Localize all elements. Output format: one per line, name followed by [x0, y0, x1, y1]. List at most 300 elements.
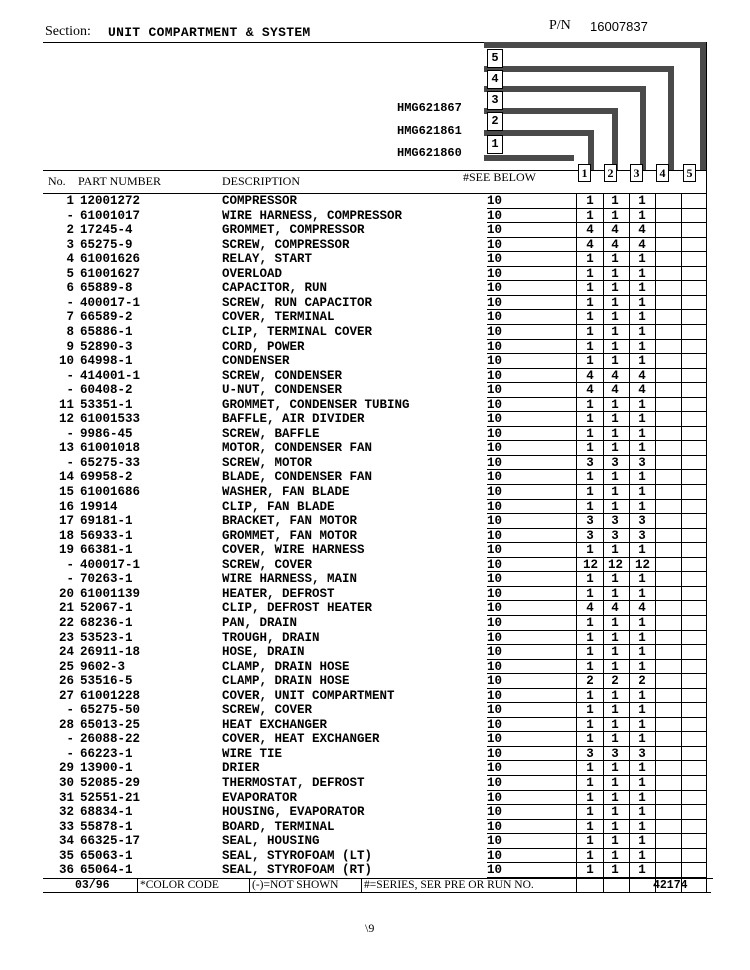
- series-code: 10: [487, 586, 503, 601]
- part-number-value: 16007837: [590, 19, 648, 34]
- part-number: 9986-45: [80, 426, 133, 441]
- quantity-2: 1: [611, 208, 619, 223]
- part-description: CLIP, TERMINAL COVER: [222, 324, 373, 339]
- quantity-2: 1: [611, 776, 619, 790]
- quantity-2: 1: [611, 819, 619, 834]
- quantity-1: 1: [586, 819, 594, 834]
- item-number: -: [66, 732, 74, 747]
- part-number: 66223-1: [80, 746, 133, 761]
- part-description: THERMOSTAT, DEFROST: [222, 776, 365, 790]
- part-description: COMPRESSOR: [222, 194, 298, 208]
- quantity-3: 1: [638, 805, 646, 820]
- model-number: HMG621860: [397, 146, 462, 160]
- item-number: 11: [58, 397, 74, 412]
- table-row: [0, 631, 750, 646]
- quantity-1: 1: [586, 732, 594, 747]
- item-number: 31: [58, 790, 74, 805]
- quantity-1: 4: [586, 237, 594, 252]
- item-number: 16: [58, 499, 74, 514]
- part-number: 60408-2: [80, 383, 133, 398]
- item-number: 30: [58, 776, 74, 790]
- quantity-3: 3: [638, 514, 646, 529]
- model-box-4: 4: [487, 70, 503, 89]
- quantity-1: 1: [586, 834, 594, 849]
- table-row: [0, 427, 750, 442]
- item-number: 28: [58, 717, 74, 732]
- series-code: 10: [487, 470, 503, 485]
- quantity-2: 1: [611, 252, 619, 267]
- part-number: 52890-3: [80, 339, 133, 354]
- quantity-2: 12: [608, 557, 624, 572]
- quantity-1: 1: [586, 266, 594, 281]
- model-staircase-bar: [484, 42, 706, 48]
- quantity-column-4: 4: [656, 164, 669, 182]
- series-code: 10: [487, 266, 503, 281]
- part-description: WIRE TIE: [222, 746, 283, 761]
- quantity-1: 1: [586, 208, 594, 223]
- quantity-2: 1: [611, 194, 619, 208]
- quantity-3: 1: [638, 354, 646, 369]
- table-row: [0, 820, 750, 835]
- quantity-2: 1: [611, 586, 619, 601]
- quantity-1: 1: [586, 688, 594, 703]
- quantity-1: 3: [586, 455, 594, 470]
- item-number: 18: [58, 528, 74, 543]
- part-number: 61001018: [80, 441, 141, 456]
- table-row: [0, 863, 750, 878]
- quantity-1: 1: [586, 281, 594, 296]
- quantity-1: 1: [586, 630, 594, 645]
- quantity-2: 1: [611, 761, 619, 776]
- part-description: SCREW, COVER: [222, 557, 313, 572]
- series-code: 10: [487, 557, 503, 572]
- part-number: 65275-33: [80, 455, 141, 470]
- table-row: [0, 252, 750, 267]
- part-description: CLAMP, DRAIN HOSE: [222, 659, 350, 674]
- quantity-3: 1: [638, 485, 646, 499]
- part-number: 64998-1: [80, 354, 133, 369]
- series-code: 10: [487, 339, 503, 354]
- quantity-2: 4: [611, 223, 619, 238]
- part-description: SCREW, MOTOR: [222, 455, 313, 470]
- item-number: -: [66, 295, 74, 310]
- quantity-2: 1: [611, 717, 619, 732]
- quantity-2: 1: [611, 499, 619, 514]
- quantity-2: 1: [611, 266, 619, 281]
- model-staircase-bar: [484, 66, 674, 72]
- part-description: SEAL, STYROFOAM (LT): [222, 848, 373, 863]
- part-description: MOTOR, CONDENSER FAN: [222, 441, 373, 456]
- series-code: 10: [487, 659, 503, 674]
- table-row: [0, 383, 750, 398]
- model-box-2: 2: [487, 112, 503, 131]
- table-row: [0, 412, 750, 427]
- part-description: WIRE HARNESS, MAIN: [222, 572, 358, 587]
- quantity-3: 4: [638, 383, 646, 398]
- model-box-5: 5: [487, 49, 503, 68]
- quantity-3: 4: [638, 601, 646, 616]
- table-row: [0, 238, 750, 253]
- series-code: 10: [487, 383, 503, 398]
- item-number: 20: [58, 586, 74, 601]
- quantity-3: 1: [638, 848, 646, 863]
- quantity-2: 1: [611, 426, 619, 441]
- footer-color-code: *COLOR CODE: [137, 879, 219, 892]
- series-code: 10: [487, 499, 503, 514]
- quantity-1: 1: [586, 441, 594, 456]
- quantity-3: 1: [638, 586, 646, 601]
- part-description: SEAL, STYROFOAM (RT): [222, 863, 373, 878]
- quantity-2: 1: [611, 397, 619, 412]
- series-code: 10: [487, 732, 503, 747]
- series-code: 10: [487, 615, 503, 630]
- item-number: 9: [66, 339, 74, 354]
- series-code: 10: [487, 208, 503, 223]
- quantity-2: 1: [611, 863, 619, 878]
- part-description: SCREW, RUN CAPACITOR: [222, 295, 373, 310]
- column-header-see-below: #SEE BELOW: [463, 170, 536, 184]
- part-number: 65013-25: [80, 717, 141, 732]
- part-number: 65275-50: [80, 703, 141, 718]
- part-number: 68834-1: [80, 805, 133, 820]
- part-description: WASHER, FAN BLADE: [222, 485, 350, 499]
- quantity-3: 3: [638, 455, 646, 470]
- section-label: Section:: [45, 24, 91, 39]
- quantity-3: 1: [638, 310, 646, 325]
- series-code: 10: [487, 455, 503, 470]
- table-row: [0, 529, 750, 544]
- item-number: 24: [58, 645, 74, 660]
- part-description: CAPACITOR, RUN: [222, 281, 328, 296]
- quantity-3: 1: [638, 295, 646, 310]
- quantity-1: 4: [586, 383, 594, 398]
- quantity-2: 1: [611, 441, 619, 456]
- table-row: [0, 500, 750, 515]
- model-staircase-bar: [700, 42, 706, 170]
- series-code: 10: [487, 441, 503, 456]
- quantity-3: 1: [638, 441, 646, 456]
- series-code: 10: [487, 368, 503, 383]
- item-number: 2: [66, 223, 74, 238]
- table-row: [0, 325, 750, 340]
- quantity-2: 2: [611, 674, 619, 689]
- quantity-3: 4: [638, 368, 646, 383]
- quantity-2: 1: [611, 645, 619, 660]
- part-number: 53516-5: [80, 674, 133, 689]
- quantity-1: 2: [586, 674, 594, 689]
- quantity-1: 4: [586, 223, 594, 238]
- quantity-1: 3: [586, 746, 594, 761]
- series-code: 10: [487, 776, 503, 790]
- part-number: 65889-8: [80, 281, 133, 296]
- quantity-1: 1: [586, 805, 594, 820]
- quantity-2: 1: [611, 630, 619, 645]
- quantity-1: 3: [586, 514, 594, 529]
- item-number: 15: [58, 485, 74, 499]
- quantity-3: 1: [638, 790, 646, 805]
- quantity-1: 1: [586, 426, 594, 441]
- part-number: 61001533: [80, 412, 141, 427]
- item-number: 22: [58, 615, 74, 630]
- part-description: SCREW, CONDENSER: [222, 368, 343, 383]
- part-number: 68236-1: [80, 615, 133, 630]
- item-number: 5: [66, 266, 74, 281]
- quantity-3: 1: [638, 543, 646, 558]
- item-number: 14: [58, 470, 74, 485]
- table-row: [0, 587, 750, 602]
- series-code: 10: [487, 790, 503, 805]
- quantity-3: 1: [638, 572, 646, 587]
- table-row: [0, 689, 750, 704]
- table-row: [0, 223, 750, 238]
- table-row: [0, 718, 750, 733]
- series-code: 10: [487, 514, 503, 529]
- table-row: [0, 485, 750, 500]
- quantity-1: 1: [586, 397, 594, 412]
- item-number: 8: [66, 324, 74, 339]
- quantity-1: 1: [586, 485, 594, 499]
- table-row: [0, 281, 750, 296]
- item-number: -: [66, 572, 74, 587]
- table-row: [0, 441, 750, 456]
- model-number: HMG621861: [397, 124, 462, 138]
- series-code: 10: [487, 237, 503, 252]
- quantity-1: 1: [586, 615, 594, 630]
- series-code: 10: [487, 601, 503, 616]
- part-description: RELAY, START: [222, 252, 313, 267]
- quantity-2: 1: [611, 295, 619, 310]
- model-staircase-bar: [484, 108, 618, 114]
- part-description: CLAMP, DRAIN HOSE: [222, 674, 350, 689]
- series-code: 10: [487, 426, 503, 441]
- table-row: [0, 470, 750, 485]
- part-description: COVER, HEAT EXCHANGER: [222, 732, 380, 747]
- item-number: -: [66, 557, 74, 572]
- quantity-3: 1: [638, 732, 646, 747]
- item-number: 13: [58, 441, 74, 456]
- part-description: COVER, UNIT COMPARTMENT: [222, 688, 395, 703]
- table-row: [0, 194, 750, 209]
- page-mark: \9: [365, 921, 375, 935]
- quantity-2: 3: [611, 528, 619, 543]
- part-number: 26911-18: [80, 645, 141, 660]
- quantity-3: 1: [638, 630, 646, 645]
- quantity-3: 1: [638, 703, 646, 718]
- part-number: 65275-9: [80, 237, 133, 252]
- model-staircase-bar: [668, 66, 674, 170]
- quantity-1: 1: [586, 470, 594, 485]
- quantity-2: 1: [611, 412, 619, 427]
- table-row: [0, 747, 750, 762]
- series-code: 10: [487, 703, 503, 718]
- quantity-3: 1: [638, 208, 646, 223]
- item-number: 17: [58, 514, 74, 529]
- quantity-3: 4: [638, 237, 646, 252]
- part-number: 61001627: [80, 266, 141, 281]
- series-code: 10: [487, 412, 503, 427]
- part-number: 17245-4: [80, 223, 133, 238]
- table-row: [0, 805, 750, 820]
- table-row: [0, 660, 750, 675]
- table-row: [0, 296, 750, 311]
- series-code: 10: [487, 223, 503, 238]
- quantity-1: 1: [586, 310, 594, 325]
- table-row: [0, 616, 750, 631]
- quantity-2: 1: [611, 572, 619, 587]
- quantity-3: 1: [638, 252, 646, 267]
- series-code: 10: [487, 717, 503, 732]
- quantity-3: 1: [638, 324, 646, 339]
- quantity-3: 1: [638, 615, 646, 630]
- part-description: HOSE, DRAIN: [222, 645, 305, 660]
- model-staircase-bar: [484, 86, 644, 92]
- quantity-3: 1: [638, 397, 646, 412]
- table-row: [0, 340, 750, 355]
- item-number: 19: [58, 543, 74, 558]
- part-number: 69958-2: [80, 470, 133, 485]
- table-row: [0, 456, 750, 471]
- part-description: BLADE, CONDENSER FAN: [222, 470, 373, 485]
- series-code: 10: [487, 863, 503, 878]
- quantity-1: 1: [586, 295, 594, 310]
- series-code: 10: [487, 834, 503, 849]
- column-header-description: DESCRIPTION: [222, 174, 301, 188]
- series-code: 10: [487, 746, 503, 761]
- quantity-1: 1: [586, 863, 594, 878]
- item-number: -: [66, 703, 74, 718]
- series-code: 10: [487, 310, 503, 325]
- model-staircase-bar: [640, 86, 646, 170]
- quantity-2: 1: [611, 543, 619, 558]
- series-code: 10: [487, 295, 503, 310]
- table-row: [0, 398, 750, 413]
- quantity-column-1: 1: [578, 164, 591, 182]
- table-row: [0, 776, 750, 791]
- quantity-2: 1: [611, 834, 619, 849]
- table-row: [0, 543, 750, 558]
- quantity-2: 1: [611, 470, 619, 485]
- series-code: 10: [487, 674, 503, 689]
- part-number: 52551-21: [80, 790, 141, 805]
- item-number: -: [66, 208, 74, 223]
- item-number: 35: [58, 848, 74, 863]
- table-row: [0, 645, 750, 660]
- part-description: BRACKET, FAN MOTOR: [222, 514, 358, 529]
- quantity-3: 1: [638, 412, 646, 427]
- table-row: [0, 849, 750, 864]
- item-number: 23: [58, 630, 74, 645]
- part-number: 70263-1: [80, 572, 133, 587]
- table-row: [0, 703, 750, 718]
- table-row: [0, 209, 750, 224]
- quantity-2: 1: [611, 848, 619, 863]
- quantity-3: 1: [638, 863, 646, 878]
- quantity-3: 1: [638, 470, 646, 485]
- quantity-1: 1: [586, 194, 594, 208]
- quantity-2: 1: [611, 615, 619, 630]
- table-row: [0, 791, 750, 806]
- part-number: 65063-1: [80, 848, 133, 863]
- part-number: 26088-22: [80, 732, 141, 747]
- quantity-3: 1: [638, 645, 646, 660]
- part-number: 53351-1: [80, 397, 133, 412]
- part-number: 52067-1: [80, 601, 133, 616]
- quantity-2: 4: [611, 383, 619, 398]
- series-code: 10: [487, 572, 503, 587]
- series-code: 10: [487, 485, 503, 499]
- table-row: [0, 834, 750, 849]
- item-number: -: [66, 746, 74, 761]
- part-description: HEATER, DEFROST: [222, 586, 335, 601]
- quantity-1: 1: [586, 543, 594, 558]
- item-number: -: [66, 368, 74, 383]
- item-number: 34: [58, 834, 74, 849]
- item-number: 6: [66, 281, 74, 296]
- footer-reference: 42174: [653, 879, 688, 892]
- item-number: 10: [58, 354, 74, 369]
- footer-date: 03/96: [75, 879, 110, 892]
- part-number: 400017-1: [80, 295, 141, 310]
- quantity-3: 1: [638, 834, 646, 849]
- part-number: 66589-2: [80, 310, 133, 325]
- part-description: CLIP, FAN BLADE: [222, 499, 335, 514]
- model-number: HMG621867: [397, 101, 462, 115]
- quantity-2: 1: [611, 732, 619, 747]
- quantity-1: 12: [583, 557, 599, 572]
- quantity-column-2: 2: [604, 164, 617, 182]
- part-number: 61001686: [80, 485, 141, 499]
- quantity-2: 3: [611, 746, 619, 761]
- part-description: BOARD, TERMINAL: [222, 819, 335, 834]
- part-number: 53523-1: [80, 630, 133, 645]
- quantity-3: 1: [638, 776, 646, 790]
- quantity-column-5: 5: [683, 164, 696, 182]
- quantity-1: 1: [586, 412, 594, 427]
- item-number: 36: [58, 863, 74, 878]
- series-code: 10: [487, 688, 503, 703]
- section-title: UNIT COMPARTMENT & SYSTEM: [108, 25, 311, 40]
- quantity-2: 1: [611, 281, 619, 296]
- series-code: 10: [487, 252, 503, 267]
- quantity-2: 1: [611, 324, 619, 339]
- part-number: 19914: [80, 499, 118, 514]
- table-row: [0, 354, 750, 369]
- part-description: COVER, WIRE HARNESS: [222, 543, 365, 558]
- quantity-3: 2: [638, 674, 646, 689]
- quantity-1: 1: [586, 848, 594, 863]
- quantity-2: 1: [611, 339, 619, 354]
- item-number: 1: [66, 194, 74, 208]
- column-header-part-number: PART NUMBER: [78, 174, 161, 188]
- part-description: EVAPORATOR: [222, 790, 298, 805]
- quantity-column-3: 3: [630, 164, 643, 182]
- quantity-1: 1: [586, 659, 594, 674]
- part-description: SCREW, COMPRESSOR: [222, 237, 350, 252]
- table-row: [0, 267, 750, 282]
- footer-series-note: #=SERIES, SER PRE OR RUN NO.: [361, 879, 534, 892]
- item-number: 27: [58, 688, 74, 703]
- item-number: 12: [58, 412, 74, 427]
- item-number: -: [66, 426, 74, 441]
- part-description: SEAL, HOUSING: [222, 834, 320, 849]
- quantity-2: 1: [611, 659, 619, 674]
- quantity-2: 1: [611, 805, 619, 820]
- part-description: CONDENSER: [222, 354, 290, 369]
- part-number: 400017-1: [80, 557, 141, 572]
- item-number: 7: [66, 310, 74, 325]
- series-code: 10: [487, 630, 503, 645]
- quantity-3: 1: [638, 194, 646, 208]
